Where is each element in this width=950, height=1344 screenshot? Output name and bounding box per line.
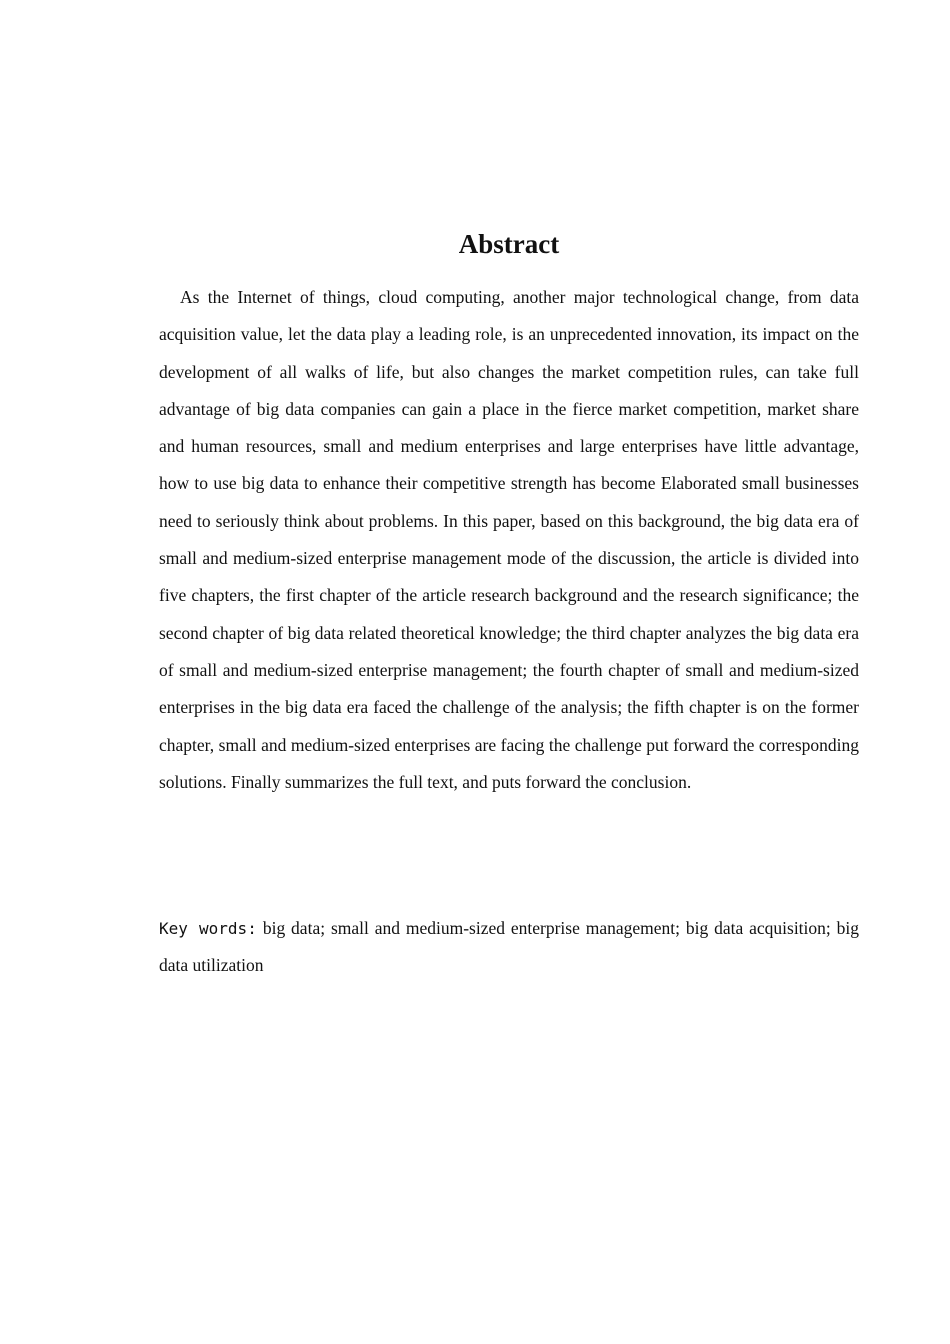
keywords-value: big data; small and medium-sized enterprise management; big data acquisition; big data utilization — [159, 918, 859, 976]
abstract-body: As the Internet of things, cloud computing, another major technological change, from data acquisition value, let the data play a leading role, is an unprecedented innovation, its impact on the development of all walks of life, but also changes the market competition rules, can take full advantage of big data companies can gain a place in the fierce market competition, market share and human resources, small and medium enterprises and large enterprises have little advantage, how to use big data to enhance their competitive strength has become Elaborated small businesses need to seriously think about problems. In this paper, based on this background, the big data era of small and medium-sized enterprise management mode of the discussion, the article is divided into five chapters, the first chapter of the article research background and the research significance; the second chapter of big data related theoretical knowledge; the third chapter analyzes the big data era of small and medium-sized enterprise management; the fourth chapter of small and medium-sized enterprises in the big data era faced the challenge of the analysis; the fifth chapter is on the former chapter, small and medium-sized enterprises are facing the challenge put forward the corresponding solutions. Finally summarizes the full text, and puts forward the conclusion. — [159, 287, 859, 792]
abstract-title: Abstract — [458, 229, 560, 259]
keywords-label: Key words: — [159, 919, 257, 938]
keywords-paragraph — [159, 910, 859, 985]
